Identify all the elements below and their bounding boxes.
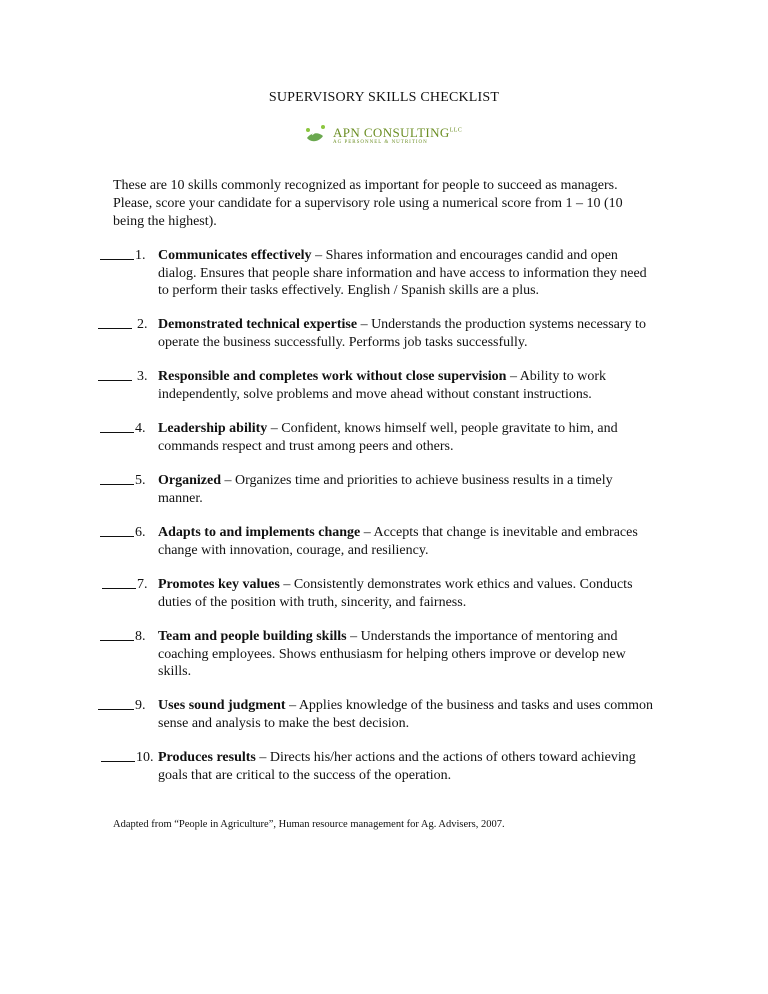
item-term: Promotes key values xyxy=(158,577,280,592)
source-footnote: Adapted from “People in Agriculture”, Human resource management for Ag. Advisers, 2007. xyxy=(113,819,505,830)
item-number: 3. xyxy=(137,369,148,384)
logo-tagline: AG PERSONNEL & NUTRITION xyxy=(333,139,428,145)
item-term: Uses sound judgment xyxy=(158,698,286,713)
item-desc: – Consistently demonstrates work ethics and values. Conducts duties of the position with truth, sincerity, and fairness. xyxy=(158,577,633,610)
item-desc: – Understands the importance of mentoring and coaching employees. Shows enthusiasm for helping others improve or develop new skills. xyxy=(158,629,626,679)
item-term: Organized xyxy=(158,473,221,488)
score-blank-7[interactable] xyxy=(102,588,136,589)
item-desc: – Directs his/her actions and the actions of others toward achieving goals that are critical to the success of the operation. xyxy=(158,750,636,783)
item-number: 6. xyxy=(135,525,146,540)
item-desc: – Confident, knows himself well, people gravitate to him, and commands respect and trust among peers and others. xyxy=(158,421,618,454)
intro-paragraph: These are 10 skills commonly recognized as important for people to succeed as managers. Please, score your candidate for a supervisory role using a numerical score from 1 – 10 (10 being the highest). xyxy=(113,178,623,229)
item-term: Leadership ability xyxy=(158,421,268,436)
item-number: 1. xyxy=(135,248,146,263)
item-number: 5. xyxy=(135,473,146,488)
item-desc: – Applies knowledge of the business and tasks and uses common sense and analysis to make the best decision. xyxy=(158,698,654,731)
item-number: 9. xyxy=(135,698,146,713)
item-desc: – Accepts that change is inevitable and embraces change with innovation, courage, and resiliency. xyxy=(158,525,638,558)
score-blank-2[interactable] xyxy=(98,328,132,329)
item-number: 8. xyxy=(135,629,146,644)
score-blank-9[interactable] xyxy=(98,709,134,710)
item-number: 10. xyxy=(136,750,154,765)
company-logo xyxy=(303,112,466,158)
item-term: Demonstrated technical expertise xyxy=(158,317,358,332)
score-blank-3[interactable] xyxy=(98,380,132,381)
score-blank-1[interactable] xyxy=(100,259,134,260)
item-desc: – Shares information and encourages candid and open dialog. Ensures that people share information and have access to information they need to perform their tasks effectively. English / Spanish skills are a plus. xyxy=(158,248,647,298)
score-blank-4[interactable] xyxy=(100,432,134,433)
item-desc: – Organizes time and priorities to achieve business results in a timely manner. xyxy=(158,473,613,506)
item-number: 4. xyxy=(135,421,146,436)
score-blank-8[interactable] xyxy=(100,640,134,641)
leaf-icon xyxy=(303,122,329,148)
item-term: Adapts to and implements change xyxy=(158,525,361,540)
item-number: 7. xyxy=(137,577,148,592)
page-title: SUPERVISORY SKILLS CHECKLIST xyxy=(268,90,500,105)
item-desc: – Understands the production systems necessary to operate the business successfully. Performs job tasks successfully. xyxy=(158,317,646,350)
item-term: Team and people building skills xyxy=(158,629,347,644)
item-number: 2. xyxy=(137,317,148,332)
score-blank-5[interactable] xyxy=(100,484,134,485)
item-term: Produces results xyxy=(158,750,256,765)
logo-name: APN CONSULTING xyxy=(333,124,450,140)
item-term: Communicates effectively xyxy=(158,248,312,263)
item-desc: – Ability to work independently, solve problems and move ahead without constant instructions. xyxy=(158,369,607,402)
score-blank-6[interactable] xyxy=(100,536,134,537)
item-term: Responsible and completes work without close supervision xyxy=(158,369,507,384)
score-blank-10[interactable] xyxy=(101,761,135,762)
logo-suffix: LLC xyxy=(449,127,463,134)
